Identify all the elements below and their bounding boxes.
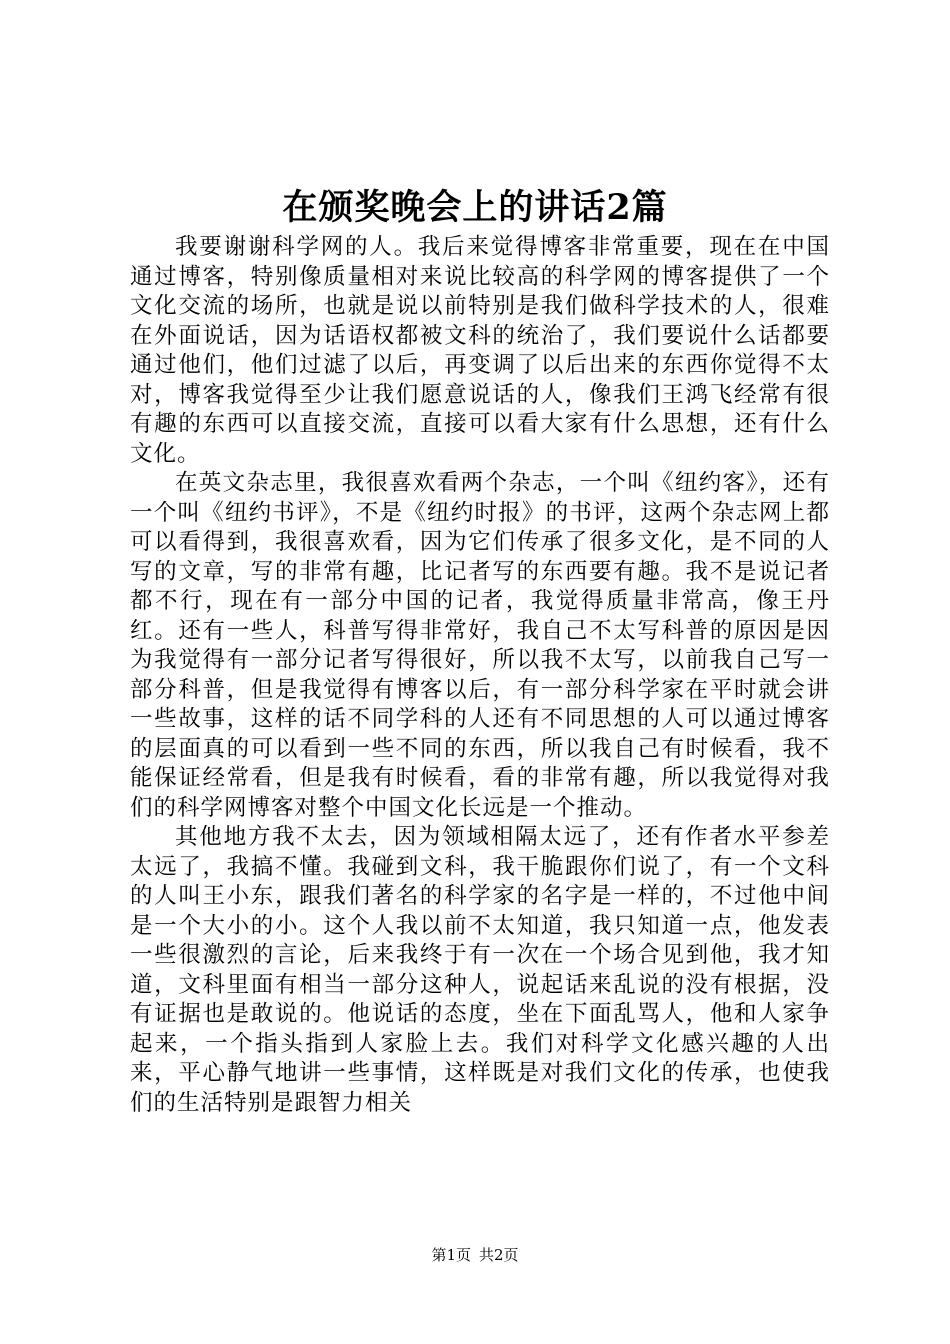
document-title: 在颁奖晚会上的讲话2篇 (282, 187, 668, 228)
page-total: 共2页 (479, 1246, 519, 1264)
paragraph-2: 在英文杂志里，我很喜欢看两个杂志，一个叫《纽约客》，还有一个叫《纽约书评》，不是《纽约时报》的书评，这两个杂志网上都可以看得到，我很喜欢看，因为它们传承了很多文化，是不同的人写的文章，写的非常有趣，比记者写的东西要有趣。我不是说记者都不行，现在有一部分中国的记者，我觉得质量非常高，像王丹红。还有一些人，科普写得非常好，我自己不太写科普的原因是因为我觉得有一部分记者写得很好，所以我不太写，以前我自己写一部分科普，但是我觉得有博客以后，有一部分科学家在平时就会讲一些故事，这样的话不同学科的人还有不同思想的人可以通过博客的层面真的可以看到一些不同的东西，所以我自己有时候看，我不能保证经常看，但是我有时候看，看的非常有趣，所以我觉得对我们的科学网博客对整个中国文化长远是一个推动。 (130, 470, 830, 821)
paragraph-1: 我要谢谢科学网的人。我后来觉得博客非常重要，现在在中国通过博客，特别像质量相对来说比较高的科学网的博客提供了一个文化交流的场所，也就是说以前特别是我们做科学技术的人，很难在外面说话，因为话语权都被文科的统治了，我们要说什么话都要通过他们，他们过滤了以后，再变调了以后出来的东西你觉得不太对，博客我觉得至少让我们愿意说话的人，像我们王鸿飞经常有很有趣的东西可以直接交流，直接可以看大家有什么思想，还有什么文化。 (130, 234, 830, 467)
document-body (130, 233, 830, 1118)
paragraph-3: 其他地方我不太去，因为领域相隔太远了，还有作者水平参差太远了，我搞不懂。我碰到文科，我干脆跟你们说了，有一个文科的人叫王小东，跟我们著名的科学家的名字是一样的，不过他中间是一个大小的小。这个人我以前不太知道，我只知道一点，他发表一些很激烈的言论，后来我终于有一次在一个场合见到他，我才知道，文科里面有相当一部分这种人，说起话来乱说的没有根据，没有证据也是敢说的。他说话的态度，坐在下面乱骂人，他和人家争起来，一个指头指到人家脸上去。我们对科学文化感兴趣的人出来，平心静气地讲一些事情，这样既是对我们文化的传承，也使我们的生活特别是跟智力相关 (130, 824, 830, 1116)
page-number: 第1页 (431, 1246, 471, 1264)
page-footer (0, 1244, 950, 1266)
